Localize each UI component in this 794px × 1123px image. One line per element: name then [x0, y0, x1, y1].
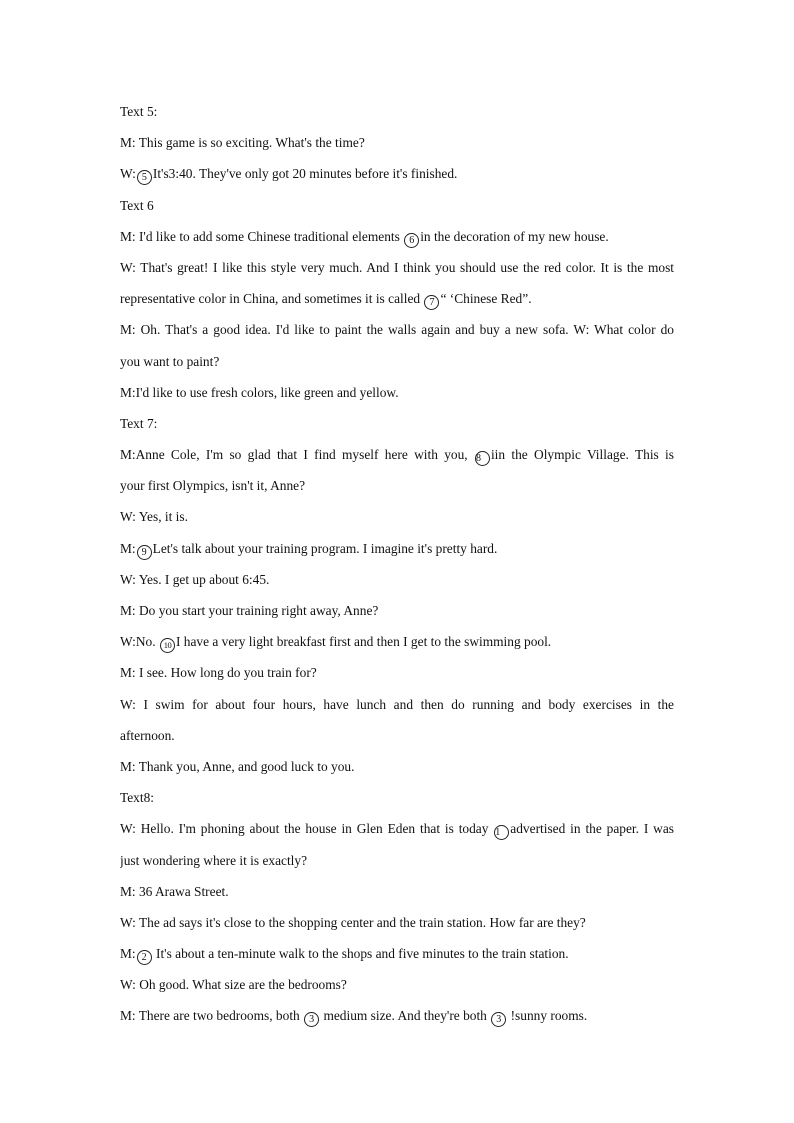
- text-line: M: 9 Let's talk about your training program. I imagine it's pretty hard.: [120, 540, 498, 558]
- text-line: W: 5 It's3:40. They've only got 20 minutes before it's finished.: [120, 166, 458, 184]
- text-line: W:No. 10 I have a very light breakfast first and then I get to the swimming pool.: [120, 626, 674, 657]
- text-line: M: 2 It's about a ten-minute walk to the shops and five minutes to the train station.: [120, 946, 569, 964]
- text-line: W: That's great! I like this style very much. And I think you should use the red color. It is the most: [120, 259, 674, 275]
- circled-number-marker: 3: [491, 1012, 506, 1027]
- text-line: M: This game is so exciting. What's the time?: [120, 135, 365, 151]
- text-line: you want to paint?: [120, 353, 220, 369]
- text-line: M: 36 Arawa Street.: [120, 883, 229, 899]
- text-line: W: Oh good. What size are the bedrooms?: [120, 977, 347, 993]
- transcript-body: [120, 96, 674, 1032]
- circled-number-marker: 3: [304, 1012, 319, 1027]
- text-line: W: The ad says it's close to the shopping center and the train station. How far are they?: [120, 914, 586, 930]
- text-line: W: Hello. I'm phoning about the house in Glen Eden that is today 1 advertised in the paper. I was: [120, 821, 674, 839]
- text-line: Text 5:: [120, 104, 158, 119]
- circled-number-marker: 7: [424, 295, 439, 310]
- text-line: M: Do you start your training right away, Anne?: [120, 603, 379, 618]
- text-line: M: There are two bedrooms, both 3 medium size. And they're both 3 !sunny rooms.: [120, 1008, 588, 1026]
- text-line: representative color in China, and sometimes it is called 7 “ ‘Chinese Red”.: [120, 291, 532, 309]
- circled-number-marker: 8: [475, 451, 490, 466]
- circled-number-marker: 5: [137, 170, 152, 185]
- circled-number-marker: 9: [137, 545, 152, 560]
- text-line: W: I swim for about four hours, have lunch and then do running and body exercises in the: [120, 696, 674, 712]
- text-line: W: Yes, it is.: [120, 509, 188, 525]
- text-line: W: Yes. I get up about 6:45.: [120, 571, 270, 587]
- text-line: afternoon.: [120, 727, 175, 743]
- text-line: M: Oh. That's a good idea. I'd like to paint the walls again and buy a new sofa. W: What color do: [120, 322, 674, 338]
- circled-number-marker: 10: [160, 638, 175, 653]
- text-line: Text 7:: [120, 415, 158, 431]
- text-line: your first Olympics, isn't it, Anne?: [120, 478, 306, 494]
- text-line: M:Anne Cole, I'm so glad that I find myself here with you, 8 iin the Olympic Village. This is: [120, 447, 674, 465]
- text-line: M: Thank you, Anne, and good luck to you.: [120, 758, 355, 774]
- text-line: Text 6: [120, 197, 154, 213]
- text-line: just wondering where it is exactly?: [120, 852, 308, 868]
- text-line: M: I see. How long do you train for?: [120, 665, 317, 681]
- text-line: Text8:: [120, 790, 155, 806]
- text-line: M:I'd like to use fresh colors, like green and yellow.: [120, 384, 399, 400]
- circled-number-marker: 6: [404, 233, 419, 248]
- circled-number-marker: 2: [137, 950, 152, 965]
- text-line: M: I'd like to add some Chinese traditional elements 6 in the decoration of my new house.: [120, 228, 609, 246]
- circled-number-marker: 1: [494, 825, 509, 840]
